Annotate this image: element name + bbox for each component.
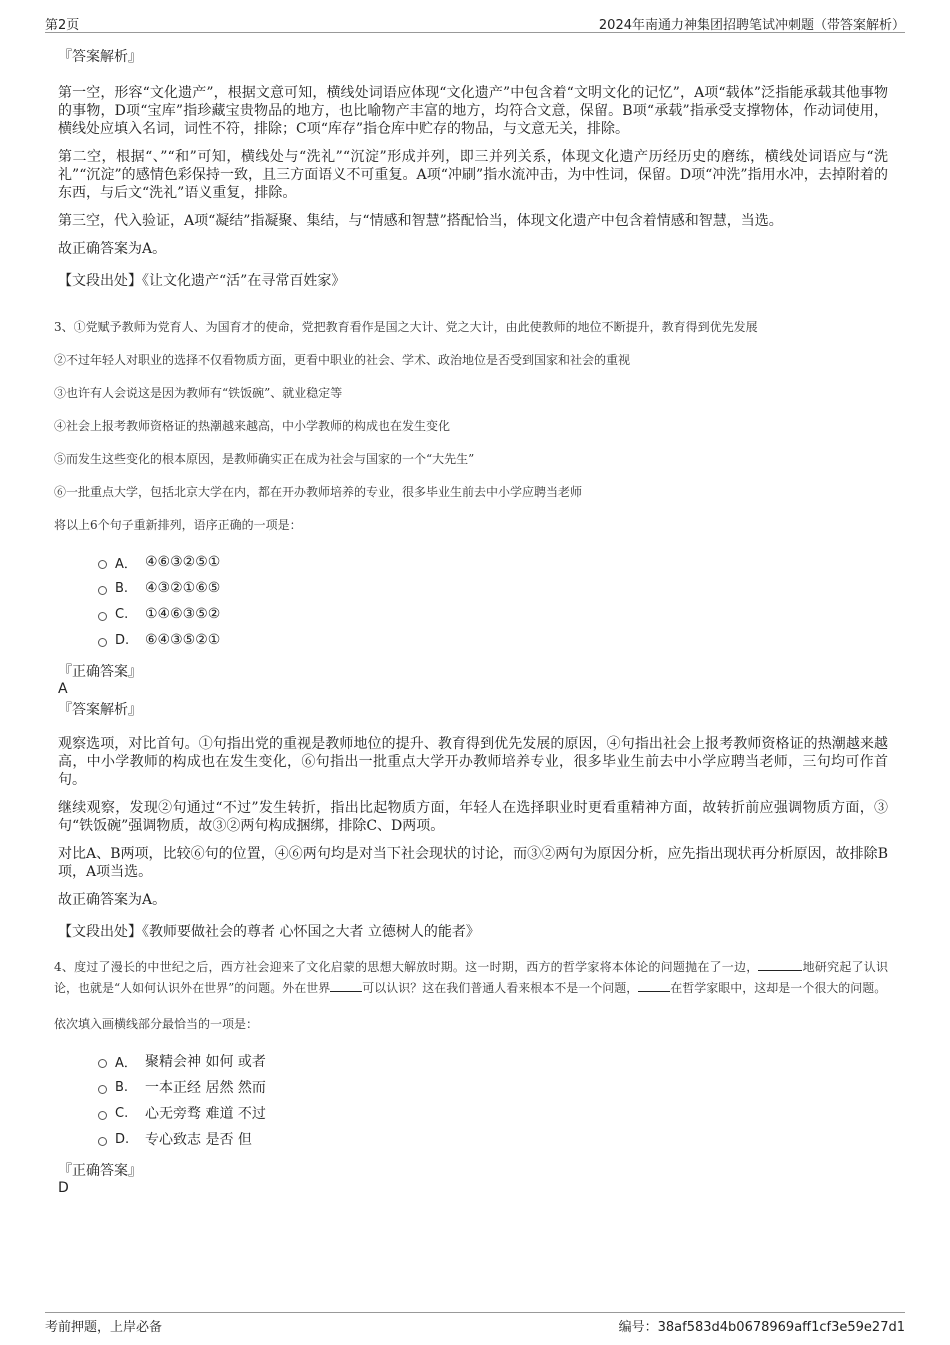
page-footer	[45, 1312, 905, 1333]
radio-icon[interactable]	[98, 1085, 107, 1094]
q3-analysis-paragraph-3: 对比A、B两项，比较⑥句的位置，④⑥两句均是对当下社会现状的讨论，而③②两句为原因分析，应先指出现状再分析原因，故排除B项，A项当选。	[58, 846, 888, 880]
option-text: 专心致志 是否 但	[145, 1132, 252, 1148]
radio-icon[interactable]	[98, 1111, 107, 1120]
q2-analysis-paragraph-3: 第三空，代入验证，A项“凝结”指凝聚、集结，与“情感和智慧”搭配恰当，体现文化遗产中包含着情感和智慧，当选。	[58, 213, 783, 229]
q4-blank-2	[330, 979, 362, 992]
q2-analysis-paragraph-1: 第一空，形容“文化遗产”，根据文意可知，横线处词语应体现“文化遗产”中包含着“文明文化的记忆”，A项“载体”泛指能承载其他事物的事物，D项“宝库”指珍藏宝贵物品的地方，也比喻物产丰富的地方，均符合文意，保留。B项“承载”指承受支撑物体，作动词使用，横线处应填入名词，词性不符，排除；C项“库存”指仓库中贮存的物品，与文意无关，排除。	[58, 85, 888, 137]
option-letter: C.	[115, 606, 129, 622]
option-letter: B.	[115, 1079, 129, 1095]
q3-sentence-4: ④社会上报考教师资格证的热潮越来越高，中小学教师的构成也在发生变化	[54, 419, 451, 433]
option-letter: A．	[115, 1055, 137, 1071]
q3-source: 【文段出处】《教师要做社会的尊者 心怀国之大者 立德树人的能者》	[58, 924, 480, 940]
option-text: ⑥④③⑤②①	[145, 632, 221, 648]
q4-options	[98, 1048, 888, 1152]
option-text: 聚精会神 如何 或者	[145, 1054, 266, 1070]
footer-document-id: 编号：38af583d4b0678969aff1cf3e59e27d1	[618, 1320, 905, 1335]
q4-answer: D	[58, 1180, 69, 1196]
option-text: 一本正经 居然 然而	[145, 1080, 266, 1096]
q3-option-a[interactable]	[98, 549, 888, 575]
footer-slogan: 考前押题，上岸必备	[45, 1320, 163, 1335]
page-content	[54, 40, 888, 1196]
q2-analysis-label: 『答案解析』	[58, 49, 142, 65]
option-letter: D.	[115, 1131, 130, 1147]
q3-analysis-label: 『答案解析』	[58, 702, 142, 718]
option-text: ④③②①⑥⑤	[145, 580, 221, 596]
q4-blank-3	[638, 979, 670, 992]
q3-analysis-paragraph-1: 观察选项，对比首句。①句指出党的重视是教师地位的提升、教育得到优先发展的原因，④句指出社会上报考教师资格证的热潮越来越高，中小学教师的构成也在发生变化，⑥句指出一批重点大学开办教师培养专业，很多毕业生前去中小学应聘当老师，三句均可作首句。	[58, 736, 888, 788]
option-text: ①④⑥③⑤②	[145, 606, 221, 622]
page-header	[45, 12, 905, 33]
q4-stem-part-4: 在哲学家眼中，这却是一个很大的问题。	[670, 981, 887, 995]
q3-sentence-5: ⑤而发生这些变化的根本原因，是教师确实正在成为社会与国家的一个“大先生”	[54, 452, 475, 466]
q3-sentence-3: ③也许有人会说这是因为教师有“铁饭碗”、就业稳定等	[54, 386, 343, 400]
document-title: 2024年南通力神集团招聘笔试冲刺题（带答案解析）	[598, 18, 905, 33]
q2-source: 【文段出处】《让文化遗产“活”在寻常百姓家》	[58, 273, 346, 289]
option-text: 心无旁骛 难道 不过	[145, 1106, 266, 1122]
option-letter: B.	[115, 580, 129, 596]
q4-stem-part-3: 可以认识？这在我们普通人看来根本不是一个问题，	[362, 981, 639, 995]
q4-option-b[interactable]	[98, 1074, 888, 1100]
q3-sentence-6: ⑥一批重点大学，包括北京大学在内，都在开办教师培养的专业，很多毕业生前去中小学应聘当老师	[54, 485, 583, 499]
q4-answer-label: 『正确答案』	[58, 1163, 142, 1179]
q3-options	[98, 549, 888, 653]
q4-option-c[interactable]	[98, 1100, 888, 1126]
q2-analysis-paragraph-2: 第二空，根据“、”“和”可知，横线处与“洗礼”“沉淀”形成并列，即三并列关系，体现文化遗产历经历史的磨练，横线处词语应与“洗礼”“沉淀”的感情色彩保持一致，且三方面语义不可重复。A项“冲刷”指水流冲击，为中性词，保留。D项“冲洗”指用水冲，去掉附着的东西，与后文“洗礼”语义重复，排除。	[58, 149, 888, 201]
q3-answer: A	[58, 681, 68, 697]
q3-answer-label: 『正确答案』	[58, 664, 142, 680]
radio-icon[interactable]	[98, 560, 107, 569]
option-letter: C.	[115, 1105, 129, 1121]
q3-sentence-1: 3、①党赋予教师为党育人、为国育才的使命，党把教育看作是国之大计、党之大计，由此使教师的地位不断提升，教育得到优先发展	[54, 320, 758, 334]
q3-sentence-2: ②不过年轻人对职业的选择不仅看物质方面，更看中职业的社会、学术、政治地位是否受到国家和社会的重视	[54, 353, 631, 367]
page-number: 第2页	[45, 18, 80, 33]
q4-stem	[54, 957, 888, 999]
q4-stem-part-2: 地研究起了认识论，也就是“人如何认识外在世界”的问题。外在世界	[54, 960, 888, 995]
q3-analysis-paragraph-4: 故正确答案为A。	[58, 892, 167, 908]
radio-icon[interactable]	[98, 612, 107, 621]
q4-blank-1	[758, 958, 802, 971]
q3-option-d[interactable]	[98, 627, 888, 653]
option-letter: A．	[115, 556, 137, 572]
q3-option-b[interactable]	[98, 575, 888, 601]
q4-option-a[interactable]	[98, 1048, 888, 1074]
q4-prompt: 依次填入画横线部分最恰当的一项是：	[54, 1017, 259, 1031]
radio-icon[interactable]	[98, 638, 107, 647]
q4-stem-part-1: 4、度过了漫长的中世纪之后，西方社会迎来了文化启蒙的思想大解放时期。这一时期，西方的哲学家将本体论的问题抛在了一边，	[54, 960, 759, 974]
q3-analysis-paragraph-2: 继续观察，发现②句通过“不过”发生转折，指出比起物质方面，年轻人在选择职业时更看重精神方面，故转折前应强调物质方面，③句“铁饭碗”强调物质，故③②两句构成捆绑，排除C、D两项。	[58, 800, 888, 834]
option-letter: D.	[115, 632, 130, 648]
q3-option-c[interactable]	[98, 601, 888, 627]
q2-analysis-paragraph-4: 故正确答案为A。	[58, 241, 167, 257]
q3-prompt: 将以上6个句子重新排列，语序正确的一项是：	[54, 518, 302, 532]
q3-sentences	[54, 318, 888, 534]
q4-option-d[interactable]	[98, 1126, 888, 1152]
radio-icon[interactable]	[98, 1137, 107, 1146]
radio-icon[interactable]	[98, 1059, 107, 1068]
option-text: ④⑥③②⑤①	[145, 554, 221, 570]
radio-icon[interactable]	[98, 586, 107, 595]
